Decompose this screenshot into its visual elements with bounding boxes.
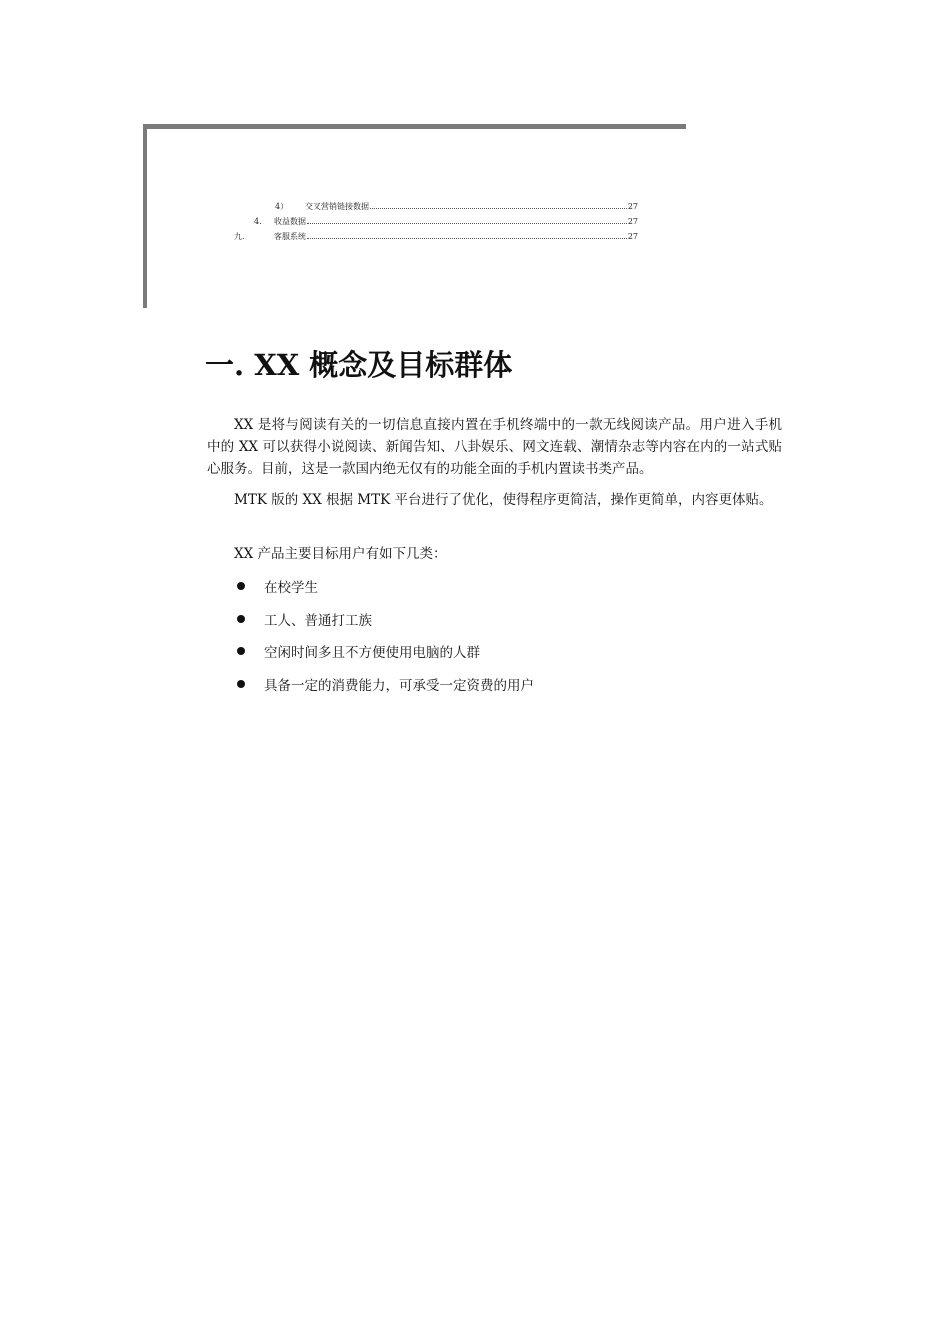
target-users-list: [233, 575, 534, 705]
list-item-text: 在校学生: [264, 580, 318, 596]
bullet-icon: [237, 680, 245, 688]
bullet-icon: [237, 582, 245, 590]
list-item-text: 具备一定的消费能力，可承受一定资费的用户: [264, 677, 534, 694]
section-heading: 一. XX 概念及目标群体: [205, 348, 513, 382]
list-item: [233, 640, 534, 662]
mtk-paragraph: MTK 版的 XX 根据 MTK 平台进行了优化，使得程序更简洁，操作更简单，内容更体贴。: [234, 492, 773, 508]
list-item: [233, 608, 534, 630]
toc-entry-title: 客服系统: [274, 232, 306, 241]
toc-entry-page: 27: [627, 217, 638, 226]
list-item: [233, 673, 534, 695]
list-item-text: 工人、普通打工族: [264, 612, 372, 629]
bullet-icon: [237, 615, 245, 623]
toc-frame: [143, 124, 686, 308]
toc-leader-dots: [307, 223, 627, 224]
toc-entry-number: 九.: [234, 232, 245, 241]
target-users-intro: XX 产品主要目标用户有如下几类：: [234, 546, 447, 562]
toc-entry-cross-marketing[interactable]: [275, 202, 638, 212]
list-item: [233, 575, 534, 597]
toc-entry-number: 4.: [254, 217, 262, 226]
toc-entry-number: 4）: [275, 202, 289, 211]
toc-entry-title: 收益数据: [274, 217, 306, 226]
toc-entry-page: 27: [627, 202, 638, 211]
intro-paragraph: XX 是将与阅读有关的一切信息直接内置在手机终端中的一款无线阅读产品。用户进入手机中的 XX 可以获得小说阅读、新闻告知、八卦娱乐、网文连载、潮情杂志等内容在内的一站式贴心服务。目前，这是一款国内绝无仅有的功能全面的手机内置读书类产品。: [207, 417, 782, 477]
toc-entry-page: 27: [627, 232, 638, 241]
toc-leader-dots: [370, 208, 627, 209]
bullet-icon: [237, 647, 245, 655]
toc-entry-title: 交叉营销链接数据: [305, 202, 369, 211]
toc-entry-revenue[interactable]: [254, 217, 638, 227]
toc-entry-customer-service[interactable]: [234, 232, 638, 242]
toc-leader-dots: [307, 238, 627, 239]
list-item-text: 空闲时间多且不方便使用电脑的人群: [264, 645, 480, 661]
